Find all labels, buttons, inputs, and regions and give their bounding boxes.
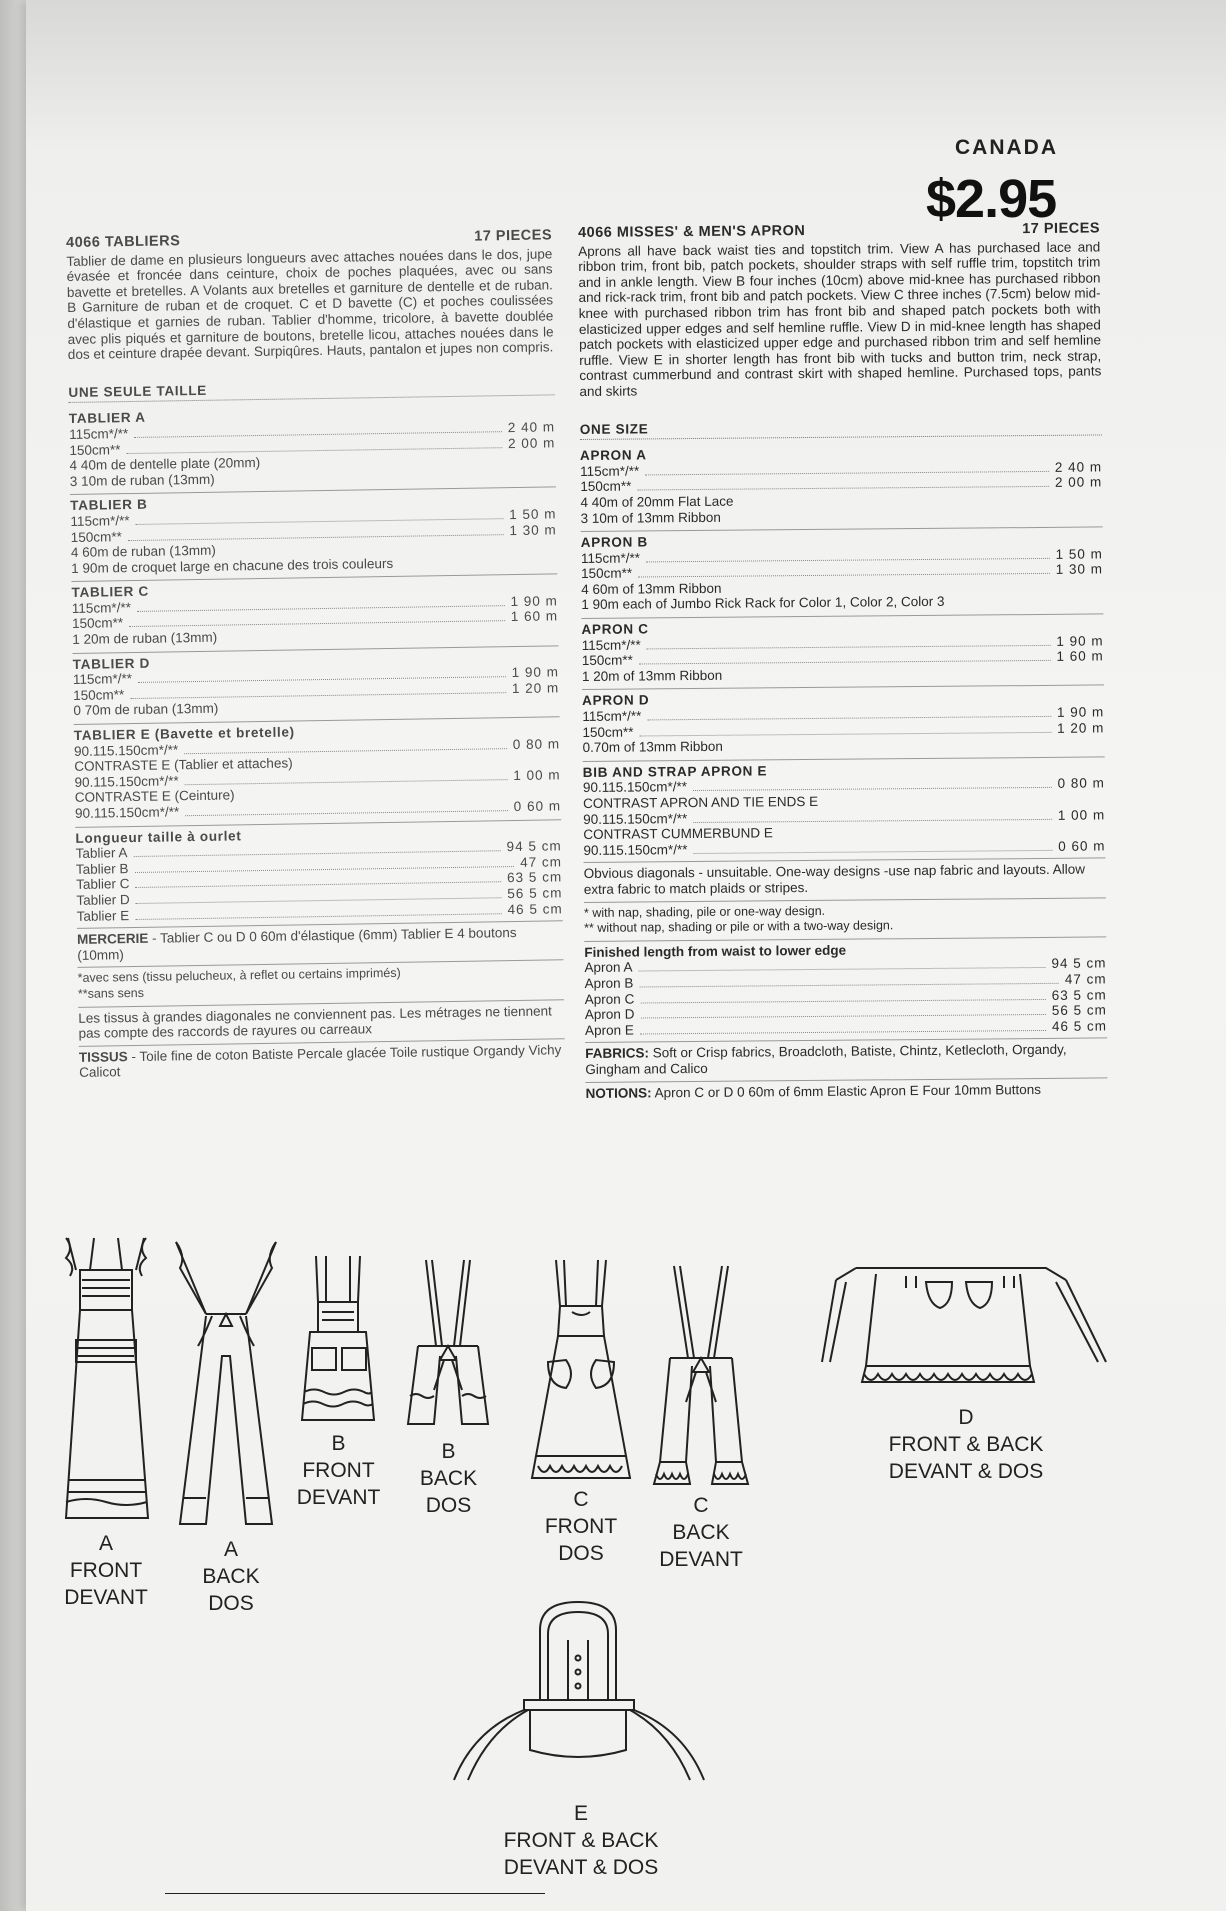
fr-view-e-row: 90.115.150cm*/** 0 60 m — [74, 798, 562, 821]
apron-d-drawing — [816, 1262, 1116, 1392]
en-pieces: 17 PIECES — [1022, 220, 1101, 238]
fr-view-e-row: 90.115.150cm*/** 0 80 m — [73, 735, 561, 759]
fr-length-row: Tablier D 56 5 cm — [76, 885, 563, 908]
fr-view-e-contrast: CONTRASTE E (Tablier et attaches) — [74, 755, 293, 775]
apron-b-front-caption: B FRONT DEVANT — [296, 1432, 381, 1509]
fr-view-e-heading: TABLIER E (Bavette et bretelle) — [74, 716, 560, 743]
bottom-rule — [165, 1893, 545, 1894]
apron-d-caption: D FRONT & BACK DEVANT & DOS — [888, 1406, 1044, 1483]
folded-page-edge — [0, 0, 26, 1911]
en-yardage-row: 150cm** 1 30 m — [580, 561, 1104, 582]
apron-a-front-drawing — [46, 1230, 166, 1530]
en-view-e-row: 90.115.150cm*/** 0 80 m — [582, 775, 1105, 796]
fr-mercerie: MERCERIE - Tablier C ou D 0 60m d'élastique (6mm) Tablier E 4 boutons (10mm) — [77, 920, 563, 963]
fr-view-e-row: 90.115.150cm*/** 1 00 m — [74, 767, 561, 790]
fr-yardage-row: 115cm*/** 1 90 m — [72, 664, 560, 688]
en-trim-note: 1 90m each of Jumbo Rick Rack for Color 1, Color 2, Color 3 — [581, 594, 945, 613]
fr-description: Tablier de dame en plusieurs longueurs avec attaches nouées dans le dos, jupe évasée et froncée dans ceinture, choix de poches plaquées, avec ou sans bavette et bretelles. A Volants aux bretelles et garniture de dentelle et de ruban. B Garniture de ruban et de croquet. C et D bavette (C) et poches coulissées d'élastique et garnies de ruban. Tablier d'homme, tricolore, à bavette doublée avec plis piqués et garniture de boutons, bretelle licou, attaches nouées dans le dos et ceinture drapée devant. Surpiqûres. Hauts, pantalon et jupes non compris. — [66, 245, 554, 363]
fr-lengths — [76, 838, 563, 924]
fr-yardage-row: 150cm** 1 60 m — [71, 608, 559, 632]
apron-b-back-caption: B BACK DOS — [419, 1440, 478, 1517]
price-label: $2.95 — [926, 169, 1057, 229]
fr-pieces: 17 PIECES — [474, 227, 553, 245]
apron-b-front-drawing — [288, 1252, 388, 1432]
en-yardage-row: 115cm*/** 1 90 m — [582, 704, 1105, 725]
en-trim-note: 4 40m of 20mm Flat Lace — [580, 493, 734, 510]
en-view-heading: APRON D — [582, 685, 1104, 709]
fr-view-heading: TABLIER D — [73, 645, 559, 672]
en-view-e-row: 90.115.150cm*/** 0 60 m — [583, 838, 1106, 858]
fr-view-e-contrast: CONTRASTE E (Ceinture) — [74, 787, 235, 806]
fr-yardage-row: 150cm** 1 30 m — [70, 521, 557, 545]
apron-a-front-caption: A FRONT DEVANT — [64, 1532, 148, 1609]
fr-length-row: Tablier B 47 cm — [75, 854, 563, 877]
fr-view-heading: TABLIER A — [68, 410, 146, 427]
en-yardage-row: 150cm** 1 60 m — [581, 648, 1104, 669]
fr-trim-note: 1 20m de ruban (13mm) — [72, 629, 218, 648]
fr-view-heading: TABLIER B — [70, 487, 556, 514]
en-fabrics: FABRICS: Soft or Crisp fabrics, Broadcloth, Batiste, Chintz, Ketlecloth, Organdy, Gingham and Calico — [585, 1038, 1107, 1078]
fr-trim-note: 4 40m de dentelle plate (20mm) — [69, 455, 261, 474]
en-notions: NOTIONS: Apron C or D 0 60m of 6mm Elastic Apron E Four 10mm Buttons — [585, 1077, 1107, 1101]
en-length-row: Apron E 46 5 cm — [584, 1018, 1108, 1038]
french-column — [66, 228, 565, 1080]
apron-illustrations — [26, 1230, 1226, 1911]
apron-c-front-caption: C FRONT DOS — [544, 1488, 618, 1565]
apron-b-back-drawing — [398, 1256, 498, 1436]
en-view-e-heading: BIB AND STRAP APRON E — [583, 756, 1105, 780]
en-view-e-row: 90.115.150cm*/** 1 00 m — [583, 807, 1106, 827]
en-yardage-row: 115cm*/** 1 50 m — [580, 546, 1103, 566]
en-view-e-contrast: CONTRAST CUMMERBUND E — [583, 825, 773, 843]
apron-c-back-caption: C BACK DEVANT — [659, 1494, 743, 1571]
en-length-row: Apron B 47 cm — [584, 971, 1107, 991]
en-trim-note: 3 10m of 13mm Ribbon — [580, 509, 721, 526]
en-view-e-contrast: CONTRAST APRON AND TIE ENDS E — [582, 793, 819, 811]
fr-trim-note: 3 10m de ruban (13mm) — [69, 471, 215, 489]
en-lengths-heading: Finished length from waist to lower edge — [584, 936, 1106, 960]
en-trim-note: 0.70m of 13mm Ribbon — [582, 738, 723, 756]
fr-trim-note: 0 70m de ruban (13mm) — [73, 701, 219, 719]
en-view-heading: APRON C — [581, 613, 1103, 637]
fr-length-row: Tablier C 63 5 cm — [76, 869, 563, 893]
apron-c-front-drawing — [526, 1256, 636, 1486]
en-yardage-row: 115cm*/** 2 40 m — [580, 459, 1103, 479]
fr-view-heading: TABLIER C — [71, 574, 557, 601]
fr-tissus: TISSUS - Toile fine de coton Batiste Percale glacée Toile rustique Organdy Vichy Calicot — [79, 1038, 565, 1081]
en-length-row: Apron C 63 5 cm — [584, 986, 1107, 1007]
en-diagonal-note: Obvious diagonals - unsuitable. One-way designs -use nap fabric and layouts. Allow extra fabric to match plaids or stripes. — [584, 858, 1106, 898]
fr-yardage-row: 150cm** 1 20 m — [73, 680, 560, 703]
en-yardage-row: 115cm*/** 1 90 m — [581, 633, 1104, 653]
en-view-heading: APRON B — [581, 527, 1103, 551]
en-length-row: Apron A 94 5 cm — [584, 955, 1107, 976]
en-trim-note: 1 20m of 13mm Ribbon — [581, 667, 723, 684]
fr-views — [69, 401, 560, 719]
fr-lengths-heading: Longueur taille à ourlet — [75, 819, 561, 846]
apron-e-caption: E FRONT & BACK DEVANT & DOS — [503, 1802, 659, 1879]
fr-yardage-row: 150cm** 2 00 m — [69, 434, 556, 458]
fr-length-row: Tablier E 46 5 cm — [76, 900, 563, 924]
country-label: CANADA — [955, 136, 1058, 159]
fr-yardage-row: 115cm*/** 2 40 m — [68, 419, 556, 442]
en-nap-note: * with nap, shading, pile or one-way design. ** without nap, shading or pile or with a two-way design. — [584, 897, 1106, 937]
en-header — [578, 221, 1100, 241]
fr-trim-note: 1 90m de croquet large en chacune des trois couleurs — [71, 555, 394, 576]
fr-size-heading: UNE SEULE TAILLE — [68, 377, 554, 403]
en-size-heading: ONE SIZE — [580, 417, 1102, 440]
en-yardage-row: 150cm** 2 00 m — [580, 474, 1103, 495]
apron-a-back-drawing — [166, 1236, 286, 1536]
english-column — [578, 221, 1108, 1101]
en-trim-note: 4 60m of 13mm Ribbon — [581, 580, 722, 597]
en-yardage-row: 150cm** 1 20 m — [582, 720, 1105, 740]
en-lengths — [584, 956, 1107, 1039]
apron-c-back-drawing — [646, 1262, 756, 1492]
fr-nap-note: *avec sens (tissu pelucheux, à reflet ou certains imprimés) **sans sens — [77, 960, 563, 1003]
fr-yardage-row: 115cm*/** 1 50 m — [70, 506, 557, 529]
en-title: 4066 MISSES' & MEN'S APRON — [577, 223, 806, 241]
fr-title: 4066 TABLIERS — [65, 233, 181, 251]
apron-e-drawing — [444, 1600, 714, 1800]
en-views — [580, 441, 1105, 756]
fr-yardage-row: 115cm*/** 1 90 m — [71, 593, 558, 616]
fr-diagonal-note: Les tissus à grandes diagonales ne conviennent pas. Les métrages ne tiennent pas compte des raccords de rayures ou carreaux — [78, 999, 564, 1042]
en-view-heading: APRON A — [579, 447, 647, 464]
en-length-row: Apron D 56 5 cm — [584, 1002, 1107, 1023]
fr-trim-note: 4 60m de ruban (13mm) — [70, 542, 216, 561]
en-description: Aprons all have back waist ties and topstitch trim. View A has purchased lace and ribbon trim, front bib, patch pockets, shoulder straps with self ruffle trim, topstitch trim and in ankle length. View B four inches (10cm) above mid-knee has purchased ribbon and rick-rack trim, front bib and patch pockets. View C three inches (7.5cm) below mid-knee with purchased ribbon trim has front bib and shaped patch pockets both with elasticized upper edges and self hemline ruffle. View D in mid-knee length has shaped patch pockets with elasticized upper edge and purchased ribbon trim and self hemline ruffle. View E in shorter length has front bib with tucks and button trim, neck strap, contrast cummerbund and contrast skirt with shaped hemline. Purchased tops, pants and skirts — [578, 239, 1102, 399]
apron-a-back-caption: A BACK DOS — [202, 1538, 260, 1615]
fr-length-row: Tablier A 94 5 cm — [75, 838, 562, 862]
